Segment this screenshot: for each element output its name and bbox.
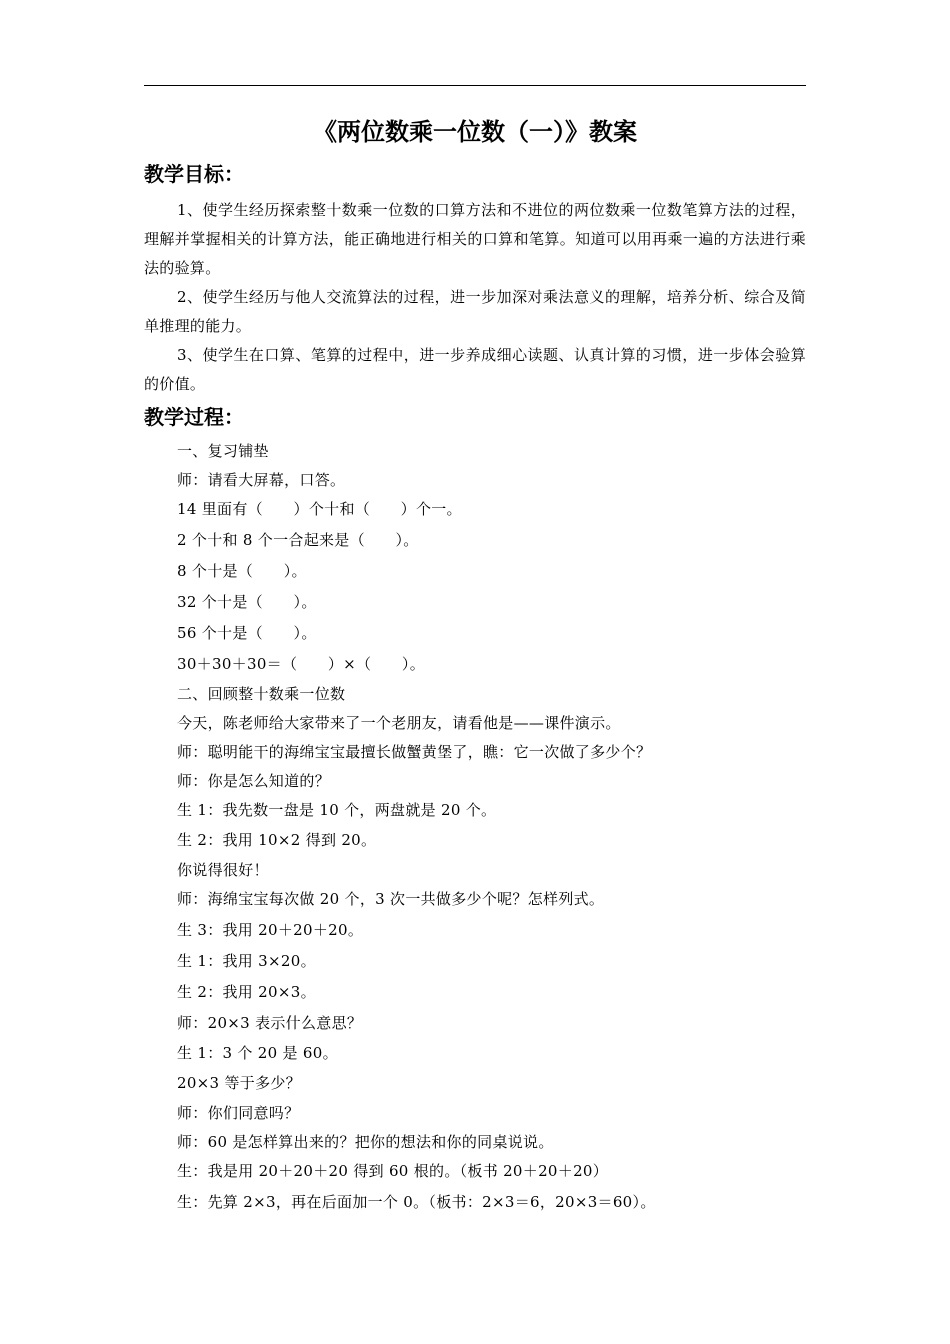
process-heading: 教学过程： [144,405,244,429]
document-title: 《两位数乘一位数（一）》教案 [313,118,637,146]
header-rule [144,85,806,86]
process-line: 56 个十是（ ）。 [177,624,317,642]
process-line: 生 2：我用 10×2 得到 20。 [177,831,377,849]
process-line: 师：海绵宝宝每次做 20 个，3 次一共做多少个呢？怎样列式。 [177,890,605,908]
process-line: 生 2：我用 20×3。 [177,983,316,1001]
process-line: 今天，陈老师给大家带来了一个老朋友，请看他是——课件演示。 [177,714,621,732]
process-line: 8 个十是（ ）。 [177,562,307,580]
objectives-heading: 教学目标： [144,162,244,186]
process-line: 2 个十和 8 个一合起来是（ ）。 [177,531,419,549]
process-line: 一、复习铺垫 [177,442,269,460]
process-line: 20×3 等于多少？ [177,1074,301,1092]
process-line: 32 个十是（ ）。 [177,593,317,611]
process-line: 师：你们同意吗？ [177,1104,300,1122]
objective-item-1: 1、使学生经历探索整十数乘一位数的口算方法和不进位的两位数乘一位数笔算方法的过程，理解并掌握相关的计算方法，能正确地进行相关的口算和笔算。知道可以用再乘一遍的方法进行乘法的验算。 [144,201,806,277]
process-line: 30＋30＋30＝（ ）×（ ）。 [177,655,426,673]
process-line: 师：60 是怎样算出来的？把你的想法和你的同桌说说。 [177,1133,554,1151]
objective-item-3: 3、使学生在口算、笔算的过程中，进一步养成细心读题、认真计算的习惯，进一步体会验算的价值。 [144,346,806,393]
process-line: 师：请看大屏幕，口答。 [177,471,346,489]
process-line: 你说得很好！ [177,861,269,879]
process-line: 生：我是用 20＋20＋20 得到 60 根的。（板书 20＋20＋20） [177,1162,609,1180]
process-line: 生 3：我用 20＋20＋20。 [177,921,364,939]
process-line: 生：先算 2×3，再在后面加一个 0。（板书：2×3＝6，20×3＝60）。 [177,1193,656,1211]
process-line: 生 1：3 个 20 是 60。 [177,1044,338,1062]
objective-item-2: 2、使学生经历与他人交流算法的过程，进一步加深对乘法意义的理解，培养分析、综合及简单推理的能力。 [144,288,806,335]
process-line: 二、回顾整十数乘一位数 [177,685,346,703]
process-line: 师：聪明能干的海绵宝宝最擅长做蟹黄堡了，瞧：它一次做了多少个？ [177,743,652,761]
process-line: 生 1：我用 3×20。 [177,952,316,970]
process-line: 14 里面有（ ）个十和（ ）个一。 [177,500,462,518]
process-line: 师：你是怎么知道的？ [177,772,331,790]
process-line: 师：20×3 表示什么意思？ [177,1014,363,1032]
process-line: 生 1：我先数一盘是 10 个，两盘就是 20 个。 [177,801,497,819]
